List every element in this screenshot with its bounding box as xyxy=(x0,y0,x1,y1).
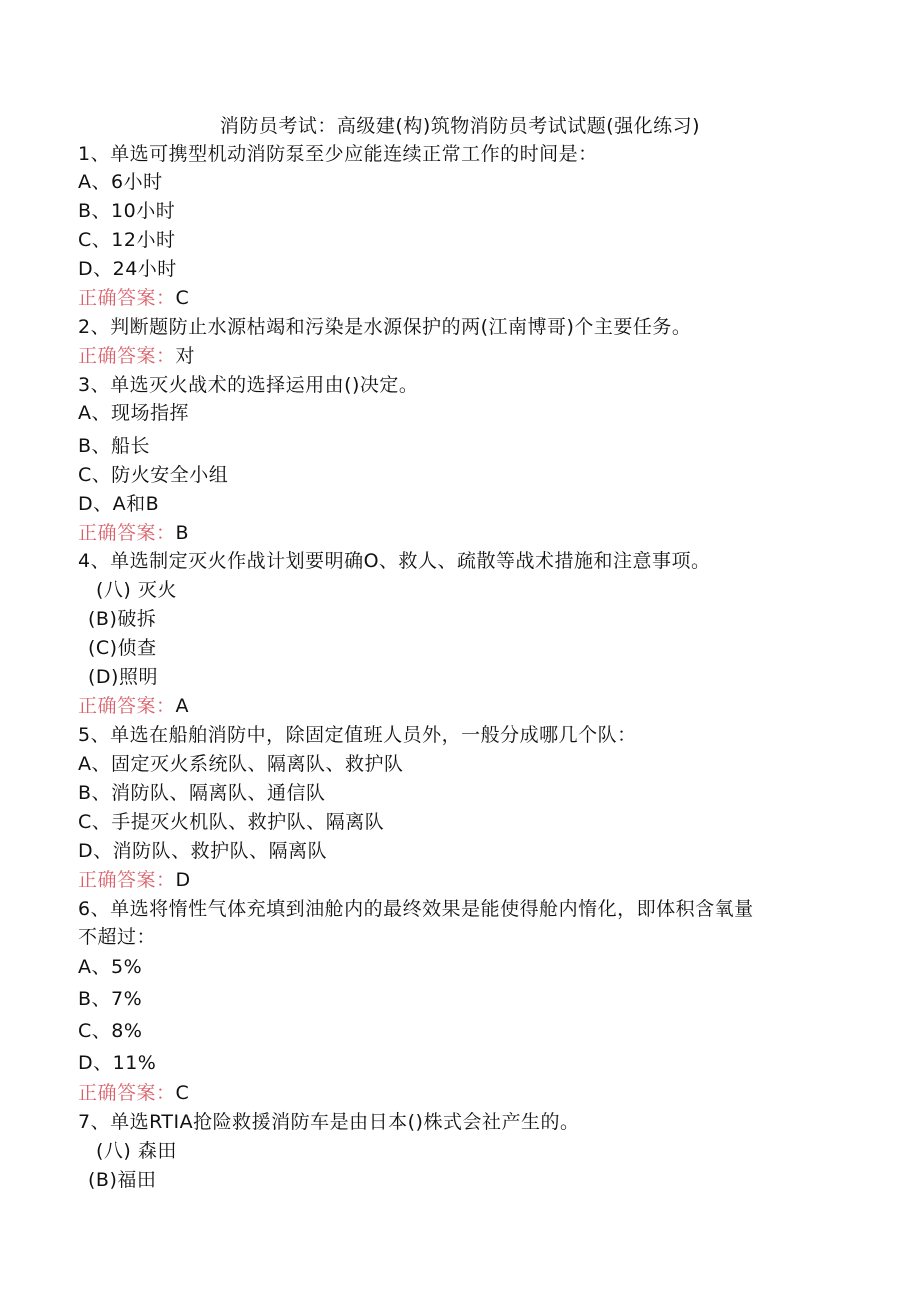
question-5-option-d: D、消防队、救护队、隔离队 xyxy=(78,840,328,862)
question-1-option-b: B、10小时 xyxy=(78,200,176,222)
question-1-option-c: C、12小时 xyxy=(78,229,176,251)
question-6-answer xyxy=(78,1079,189,1107)
question-4-answer xyxy=(78,692,189,720)
answer-value: C xyxy=(175,287,190,309)
question-5-stem: 5、单选在船舶消防中，除固定值班人员外，一般分成哪几个队： xyxy=(78,724,637,746)
question-1-option-a: A、6小时 xyxy=(78,171,163,193)
question-1-answer xyxy=(78,284,189,312)
question-6-option-b: B、7% xyxy=(78,988,143,1010)
answer-label: 正确答案： xyxy=(78,1082,176,1104)
question-6-stem-line-1: 6、单选将惰性气体充填到油舱内的最终效果是能使得舱内惰化，即体积含氧量 xyxy=(78,898,754,920)
question-4-stem: 4、单选制定灭火作战计划要明确O、救人、疏散等战术措施和注意事项。 xyxy=(78,550,711,572)
question-6-stem-line-2: 不超过： xyxy=(78,926,157,948)
question-5-option-c: C、手提灭火机队、救护队、隔离队 xyxy=(78,811,385,833)
answer-label: 正确答案： xyxy=(78,522,176,544)
question-4-option-a: (八) 灭火 xyxy=(96,579,177,601)
answer-value: C xyxy=(175,1082,190,1104)
answer-value: B xyxy=(175,522,190,544)
question-3-option-c: C、防火安全小组 xyxy=(78,464,229,486)
question-3-stem: 3、单选灭火战术的选择运用由()决定。 xyxy=(78,374,419,396)
question-3-answer xyxy=(78,519,189,547)
answer-label: 正确答案： xyxy=(78,869,176,891)
answer-label: 正确答案： xyxy=(78,345,176,367)
question-4-option-c: (C)侦查 xyxy=(88,637,157,659)
question-7-stem: 7、单选RTIA抢险救援消防车是由日本()株式会社产生的。 xyxy=(78,1111,580,1133)
question-4-option-b: (B)破拆 xyxy=(88,608,157,630)
question-5-option-b: B、消防队、隔离队、通信队 xyxy=(78,782,326,804)
question-2-answer xyxy=(78,342,195,370)
question-3-option-b: B、船长 xyxy=(78,435,151,457)
answer-label: 正确答案： xyxy=(78,695,176,717)
question-7-option-a: (八) 森田 xyxy=(96,1140,177,1162)
question-4-option-d: (D)照明 xyxy=(88,666,158,688)
question-3-option-a: A、现场指挥 xyxy=(78,402,189,424)
question-6-option-c: C、8% xyxy=(78,1020,143,1042)
question-3-option-d: D、A和B xyxy=(78,493,160,515)
question-1-option-d: D、24小时 xyxy=(78,258,177,280)
question-5-option-a: A、固定灭火系统队、隔离队、救护队 xyxy=(78,753,404,775)
question-7-option-b: (B)福田 xyxy=(88,1169,157,1191)
answer-value: D xyxy=(175,869,191,891)
answer-label: 正确答案： xyxy=(78,287,176,309)
answer-value: 对 xyxy=(175,345,196,367)
question-5-answer xyxy=(78,866,191,894)
question-6-option-d: D、11% xyxy=(78,1052,157,1074)
question-1-stem: 1、单选可携型机动消防泵至少应能连续正常工作的时间是： xyxy=(78,143,598,165)
question-2-stem: 2、判断题防止水源枯竭和污染是水源保护的两(江南博哥)个主要任务。 xyxy=(78,316,692,338)
document-title: 消防员考试：高级建(构)筑物消防员考试试题(强化练习) xyxy=(219,115,701,137)
question-6-option-a: A、5% xyxy=(78,956,143,978)
answer-value: A xyxy=(175,695,190,717)
